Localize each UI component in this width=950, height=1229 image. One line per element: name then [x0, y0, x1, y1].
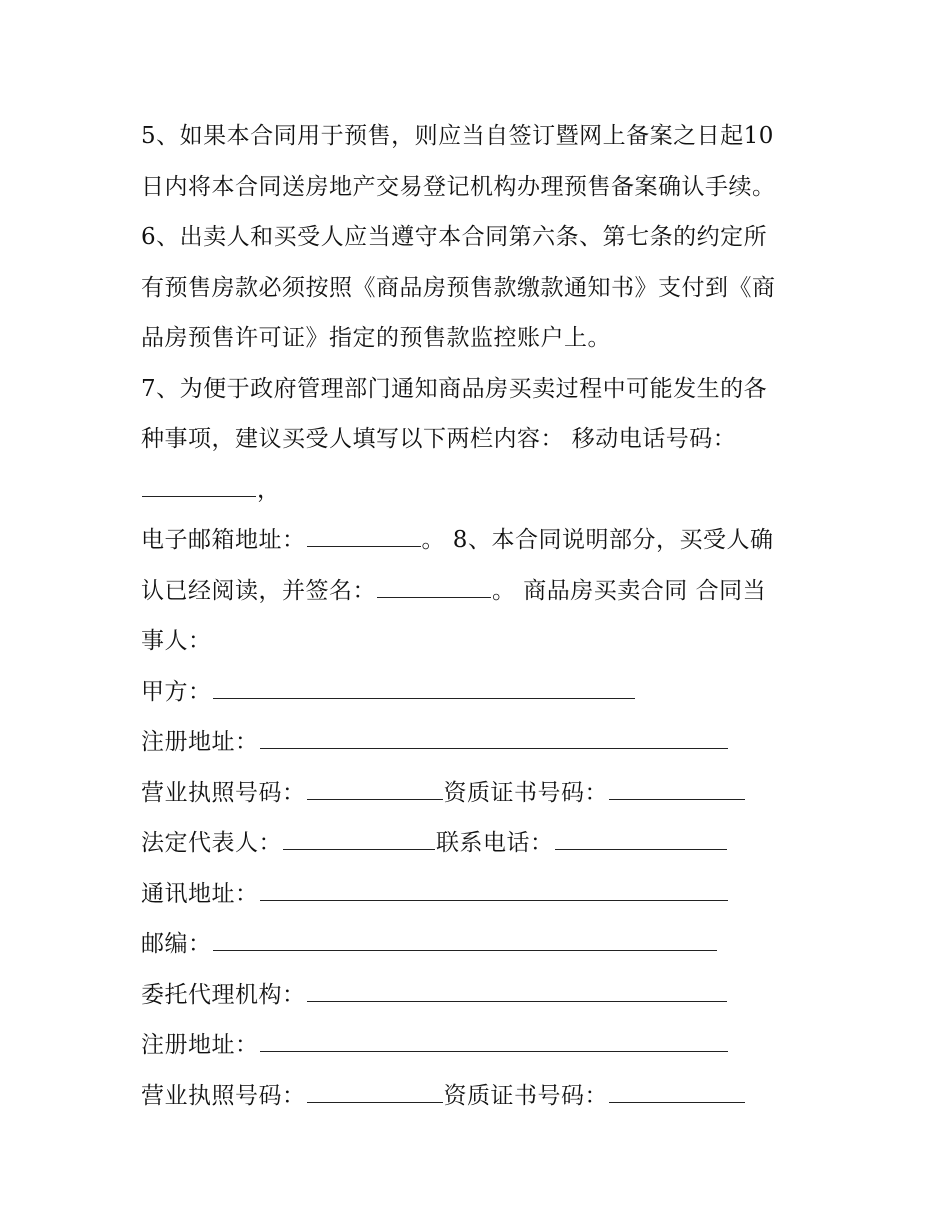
postcode-line [141, 919, 811, 970]
text-line-3: 6、出卖人和买受人应当遵守本合同第六条、第七条的约定所 [141, 224, 768, 250]
reg-address-blank[interactable] [260, 730, 728, 749]
email-after-text: 。 8、本合同说明部分，买受人确 [421, 527, 774, 553]
phone-blank[interactable] [555, 831, 727, 850]
mail-address-label: 通讯地址： [141, 880, 259, 907]
agency-qualification-no-blank[interactable] [609, 1084, 745, 1103]
contract-text [141, 111, 811, 1121]
email-blank[interactable] [307, 528, 421, 547]
text-line-4: 有预售房款必须按照《商品房预售款缴款通知书》支付到《商 [141, 274, 776, 301]
qualification-no-label: 资质证书号码： [443, 779, 608, 806]
qualification-no-blank[interactable] [609, 781, 745, 800]
email-label: 电子邮箱地址： [141, 527, 306, 553]
reg-address-line [141, 717, 811, 768]
text-line-6: 7、为便于政府管理部门通知商品房买卖过程中可能发生的各 [141, 375, 768, 402]
party-a-line [141, 667, 811, 718]
agency-reg-address-label: 注册地址： [141, 1032, 259, 1058]
text-line-2: 日内将本合同送房地产交易登记机构办理预售备案确认手续。 [141, 173, 776, 200]
party-a-label: 甲方： [141, 678, 212, 705]
agency-label: 委托代理机构： [141, 981, 306, 1008]
mobile-phone-blank[interactable] [142, 478, 256, 497]
postcode-label: 邮编： [141, 931, 212, 957]
agency-license-line [141, 1071, 811, 1122]
mail-address-blank[interactable] [260, 882, 728, 901]
comma: ， [257, 476, 281, 503]
reg-address-label: 注册地址： [141, 729, 259, 755]
license-line [141, 768, 811, 819]
text-line-7: 种事项，建议买受人填写以下两栏内容： 移动电话号码： [141, 426, 737, 452]
agency-qualification-no-label: 资质证书号码： [443, 1082, 608, 1109]
legal-rep-blank[interactable] [283, 831, 435, 850]
text-line-1: 5、如果本合同用于预售，则应当自签订暨网上备案之日起10 [141, 123, 774, 149]
license-no-label: 营业执照号码： [141, 779, 306, 806]
signature-after-text: 。 商品房买卖合同 合同当 [492, 577, 767, 604]
signature-blank[interactable] [377, 579, 491, 598]
legal-rep-label: 法定代表人： [141, 830, 282, 856]
signature-line [141, 566, 811, 617]
legal-rep-line [141, 818, 811, 869]
mail-address-line [141, 869, 811, 920]
phone-label: 联系电话： [436, 830, 554, 856]
agency-license-no-label: 营业执照号码： [141, 1082, 306, 1109]
parties-heading: 事人： [141, 628, 212, 654]
agency-license-no-blank[interactable] [307, 1084, 443, 1103]
agency-blank[interactable] [307, 983, 727, 1002]
agency-reg-address-blank[interactable] [260, 1033, 728, 1052]
signature-label: 认已经阅读，并签名： [141, 577, 376, 604]
license-no-blank[interactable] [307, 781, 443, 800]
postcode-blank[interactable] [213, 932, 717, 951]
email-line [141, 515, 811, 566]
text-line-5: 品房预售许可证》指定的预售款监控账户上。 [141, 325, 611, 351]
mobile-phone-line [141, 465, 811, 516]
agency-line [141, 970, 811, 1021]
agency-reg-address-line [141, 1020, 811, 1071]
party-a-blank[interactable] [213, 680, 635, 699]
